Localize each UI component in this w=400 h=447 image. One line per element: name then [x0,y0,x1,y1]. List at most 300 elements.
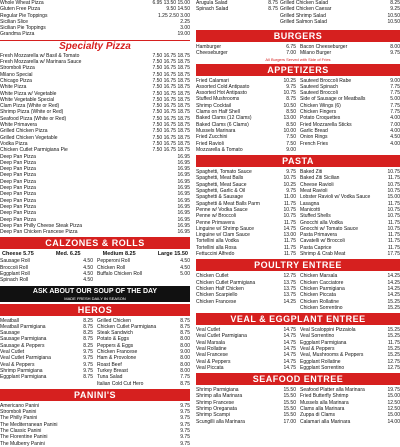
calzones-banner: CALZONES & ROLLS [0,237,190,249]
specialty-pizza-title: Specialty Pizza [0,40,190,53]
burgers-right [300,44,400,57]
menu-item-price: 14.75 [283,358,296,365]
right-column [196,28,400,425]
menu-item-name: Chicken Wings (6) [300,102,341,109]
menu-item-name: Veal Piccata [196,364,224,371]
menu-item-name: Arugula Salad [196,0,228,6]
menu-item-price: 14.75 [283,352,296,359]
menu-item-price: 8.25 [83,342,93,349]
menu-item [196,419,296,425]
menu-item-name: Penne w/ Vodka Sauce [196,206,248,213]
calzone-size-medium: Medium 8.25 [102,251,136,258]
menu-item-name: French Fries [300,140,329,147]
menu-item-price: 15.25 [387,304,400,311]
menu-item-name: White Vegetable Special [0,96,55,103]
menu-item-price: 9.75 [286,188,296,195]
menu-item-price: 12.50 [387,406,400,413]
menu-item-name: Sausage Roll [0,258,30,265]
menu-item-name: Pasta Caprice [300,244,332,251]
menu-item-price: 10.75 [283,213,296,220]
menu-item-name: Pasta Primavera [300,232,337,239]
menu-item-price: 9.75 [83,367,93,374]
menu-item-name: Buffalo Chicken Roll [97,270,142,277]
menu-item-price: 8.00 [390,44,400,50]
menu-item [280,19,400,25]
menu-item-name: Regular Pie Toppings [0,12,48,19]
menu-item-price: 14.75 [283,333,296,340]
menu-item-price: 14.75 [283,327,296,334]
menu-item [196,251,296,257]
menu-item-name: Shrimp alla Marinara [196,393,243,400]
menu-item-name: Veal, Mushrooms & Peppers [300,352,364,359]
menu-item-price: 9.25 [390,6,400,13]
menu-item-name: Meatball [0,317,19,324]
menu-item-name: Stromboli Panini [0,409,37,416]
menu-item [0,31,190,37]
menu-item-price: 7.50 16.75 18.75 [152,115,190,122]
menu-item-price: 11.00 [283,194,296,201]
menu-item-name: The Classic Panini [0,428,42,435]
menu-item-name: Fried Mozzarella Sticks [300,121,352,128]
menu-item-name: The Mulberry Panini [0,440,45,447]
menu-item-price: 9.75 [180,434,190,441]
menu-item-price: 10.75 [283,206,296,213]
menu-item [300,251,400,257]
menu-item-price: 15.50 [283,412,296,419]
menu-item-price: 12.75 [387,364,400,371]
menu-item-name: Chicken Roll [97,264,126,271]
menu-item-name: Chicken Cacciatore [300,279,344,286]
menu-item-price: 11.75 [283,244,296,251]
menu-item-name: Gnocchi alla Vodka [300,219,343,226]
menu-item-price: 11.75 [387,219,400,226]
menu-item-name: Clams on Half Shell [196,109,240,116]
menu-item-name: Tuna Salad [97,374,123,381]
menu-item-name: Onion Rings [300,134,328,141]
menu-item-name: Veal & Peppers [196,358,231,365]
menu-item-name: Chicken Cutlet Parmigiana [196,279,256,286]
menu-item-price: 8.00 [180,355,190,362]
menu-item-price: 8.50 [286,121,296,128]
menu-item-name: Spinach Roll [0,277,29,284]
panini-list [0,403,190,447]
menu-item-price: 7.50 16.75 18.75 [152,71,190,78]
menu-item-name: Americano Panini [0,402,40,409]
menu-item-name: Clams alla Marinara [300,406,345,413]
menu-item-price: 7.75 [390,83,400,90]
menu-item-price: 11.75 [387,232,400,239]
menu-item-name: Deep Pan Chicken Francese Pizza [0,229,78,236]
menu-item-price: 16.95 [177,197,190,204]
appetizers-banner: APPETIZERS [196,64,400,76]
menu-item-name: Hamburger [196,44,222,50]
menu-item-price: 7.50 16.75 18.75 [152,59,190,66]
menu-item-price: 10.75 [387,169,400,176]
seafood-section [196,387,400,425]
menu-item-price: 10.50 [387,12,400,19]
pasta-section [196,169,400,257]
menu-item-price: 15.25 [387,345,400,352]
menu-item-price: 10.25 [283,77,296,84]
menu-item-name: Grilled Chicken [97,317,131,324]
menu-item-name: Veal Cutlet [0,349,25,356]
menu-item-price: 7.50 16.75 18.75 [152,77,190,84]
menu-item-name: Fresh Mozzarella w/ Marinara Sauce [0,59,82,66]
menu-item-price: 12.75 [283,273,296,280]
menu-item-price: 14.25 [387,292,400,299]
menu-item-name: Assorted Cold Antipasto [196,83,250,90]
menu-item-name: Sicilian Pie Toppings [0,25,46,32]
menu-item-name: Veal Cutlet Parmigiana [196,333,247,340]
menu-item-price: 11.75 [387,200,400,207]
menu-item-price: 14.25 [387,273,400,280]
menu-item-name: Chicken Half Chicken [196,285,244,292]
menu-item-price: 15.50 [283,393,296,400]
menu-item-price: 9.75 [390,50,400,57]
menu-item [300,419,400,425]
menu-item-price: 12.75 [387,358,400,365]
menu-item-name: Chicken Cutlet Parmigiana [97,323,157,330]
menu-item-price: 14.75 [283,364,296,371]
menu-item-name: Chicken Fingers [300,109,337,116]
menu-item-name: Eggplant Roll [0,270,30,277]
menu-item-price: 7.50 16.75 18.75 [152,84,190,91]
menu-item-name: White Pizza [0,84,27,91]
menu-item-name: Mussels Marinara [196,127,236,134]
menu-item-price: 7.50 16.75 18.75 [152,134,190,141]
pasta-left [196,169,296,257]
menu-item-name: Roast Beef [97,361,122,368]
menu-item-price: 4.50 [83,277,93,284]
menu-item-name: Sausage [0,330,20,337]
menu-item-name: Deep Pan Pizza [0,203,36,210]
pasta-banner: PASTA [196,155,400,167]
menu-item-price: 9.75 [286,83,296,90]
burgers-note: All Burgers Served with Side of Fries [265,56,331,62]
menu-item-name: Zuppa di Clams [300,412,336,419]
menu-item-name: Deep Pan Pizza [0,185,36,192]
menu-item-name: Seafood Pizza (White or Red) [0,115,67,122]
menu-item-price: 5.00 [390,96,400,103]
menu-item-name: Stromboli Pizza [0,65,35,72]
menu-item-price: 4.50 [83,264,93,271]
menu-item [97,381,190,387]
burgers-section [196,44,400,57]
menu-item [196,6,278,12]
menu-item-price: 8.75 [180,380,190,387]
menu-item-price: 7.50 16.75 18.75 [152,96,190,103]
menu-item-name: Shrimp Francese [196,399,235,406]
menu-item-name: Assorted Hot Antipasto [196,90,247,97]
menu-item-price: 15.50 [283,406,296,413]
menu-item [0,374,93,380]
menu-item-price: 16.95 [177,178,190,185]
menu-item-price: 9.75 [83,361,93,368]
menu-item-price: 8.75 [180,323,190,330]
calzone-size-cheese: Cheese 5.75 [2,251,34,258]
menu-item-price: 4.00 [390,140,400,147]
menu-item-price: 16.95 [177,210,190,217]
appetizers-right [300,78,400,154]
menu-item-price: 9.00 [286,146,296,153]
appetizers-section [196,78,400,154]
heros-section [0,318,190,387]
menu-item-name: Deep Pan Pizza [0,172,36,179]
menu-item-name: Grilled Chicken Pizza [0,128,48,135]
soup-title: ASK ABOUT OUR SOUP OF THE DAY [32,287,158,295]
menu-item-name: Tortellini alla Rosa [196,244,237,251]
menu-item-name: Meatball Parmigiana [0,323,46,330]
menu-item-price: 8.00 [180,361,190,368]
menu-item-price: 15.00 [387,393,400,400]
menu-item-name: Veal Scaloppini Pizzaiola [300,327,356,334]
heros-banner: HEROS [0,304,190,316]
menu-item-price: 13.00 [283,232,296,239]
menu-item-price: 4.00 [390,127,400,134]
heros-left [0,318,93,387]
menu-item-name: The Mediterranean Panini [0,421,58,428]
menu-item-name: Deep Pan Philly Cheese Steak Pizza [0,222,82,229]
menu-item-name: Cheese Ravioli [300,181,334,188]
menu-item-name: Fried Calamari [196,77,229,84]
menu-item-price: 8.75 [268,6,278,13]
menu-item-price: 9.75 [180,428,190,435]
menu-item-price: 9.75 [180,421,190,428]
menu-item-price: 11.75 [283,200,296,207]
menu-item [196,50,296,56]
menu-item-price: 8.75 [180,330,190,337]
menu-item-price: 15.50 [283,387,296,394]
poultry-section [196,273,400,311]
menu-item-price: 17.75 [387,251,400,258]
menu-item-price: 7.50 [286,140,296,147]
menu-item-price: 10.25 [283,181,296,188]
menu-item-price: 13.75 [283,285,296,292]
menu-item-price: 7.50 16.75 18.75 [152,52,190,59]
menu-item-name: Shrimp Parmigiana [0,367,43,374]
menu-item-price: 11.75 [387,238,400,245]
menu-item-name: Gnocchi w/ Tomato Sauce [300,225,358,232]
menu-item-name: Steak Sandwich [97,330,133,337]
menu-item-name: Spinach Salad [196,6,229,13]
menu-item-price: 7.75 [180,374,190,381]
menu-item-name: Eggplant Rollatine [300,358,341,365]
menu-item-price: 7.50 16.75 18.75 [152,109,190,116]
menu-item-name: Shrimp Scampi [196,412,230,419]
menu-item-price: 7.75 [390,102,400,109]
menu-item-price: 8.00 [180,367,190,374]
menu-item-name: Seafood Platter alla Marinara [300,387,365,394]
menu-item-name: Veal Cutlet Parmigiana [0,355,51,362]
menu-item-price: 16.95 [177,222,190,229]
menu-item-price: 8.50 [286,109,296,116]
menu-item-price: 10.75 [387,188,400,195]
menu-item-name: Tortellini alla Vodka [196,238,239,245]
menu-item-name: Eggplant Sorrentino [300,364,345,371]
menu-item-price: 16.95 [177,203,190,210]
menu-item-name: Fettuccini Alfredo [196,251,235,258]
menu-item [196,147,296,153]
menu-item-price: 8.25 [83,317,93,324]
menu-item-name: Potato & Eggs [97,336,129,343]
menu-item-name: Fried Ravioli [196,140,224,147]
menu-item-name: Ham & Provolone [97,355,137,362]
seafood-left [196,387,296,425]
poultry-banner: POULTRY ENTREE [196,259,400,271]
menu-item-name: Baked Ziti Sicilian [300,175,340,182]
menu-item-name: Veal Francese [196,352,228,359]
menu-item-name: Deep Pan Pizza [0,178,36,185]
menu-item [0,277,93,283]
menu-item-price: 8.75 [180,317,190,324]
menu-item-name: Chicken Marsala [300,273,338,280]
menu-item-name: Potato Croquettes [300,115,341,122]
menu-item [97,271,190,277]
menu-item-price: 7.50 16.75 18.75 [152,128,190,135]
menu-item-name: The Philly Panini [0,415,38,422]
menu-item-name: Shrimp & Crab Meat [300,251,346,258]
veal-section [196,327,400,371]
menu-item-price: 14.25 [283,298,296,305]
menu-item-price: 7.75 [390,90,400,97]
rolls-left [0,258,93,283]
menu-item-name: Chicken Sorrentino [300,304,343,311]
menu-item-price: 16.95 [177,229,190,236]
menu-item-price: 8.75 [83,374,93,381]
menu-item-name: Fried Butterfly Shrimp [300,393,349,400]
menu-item-name: Turkey Breast [97,367,128,374]
menu-item-price: 4.50 [180,264,190,271]
menu-item-price: 9.00 [390,77,400,84]
menu-item-name: Eggplant Parmigiana [0,374,47,381]
menu-item-price: 9.75 [180,440,190,447]
menu-item-name: Chicken Francese [196,298,237,305]
menu-item-name: Veal Cutlet [196,327,221,334]
poultry-left [196,273,296,311]
menu-item-name: Garlic Bread [300,127,328,134]
menu-item-price: 7.00 [390,121,400,128]
menu-item-name: Scungilli alla Marinara [196,418,245,425]
menu-item-name: Spaghetti, Meat Sauce [196,181,247,188]
menu-item-price: 8.75 [83,336,93,343]
menu-item-name: Chicken Cutlet [196,273,229,280]
menu-item-name: Deep Pan Pizza [0,197,36,204]
menu-item-price: 8.75 [286,96,296,103]
menu-item-price: 14.00 [387,418,400,425]
menu-item-price: 9.75 [83,349,93,356]
menu-item-price: 11.75 [387,244,400,251]
menu-item-name: Bacon Cheeseburger [300,44,348,50]
menu-item-price: 11.75 [387,339,400,346]
menu-item-price: 9.75 [180,402,190,409]
menu-item-price: 10.75 [387,181,400,188]
menu-item-name: Penne Primavera [196,219,235,226]
menu-item-price: 4.50 [83,270,93,277]
menu-item-name: Veal Rollatine [196,345,227,352]
menu-item-price: 1.25 2.50 3.00 [158,12,190,19]
menu-item [0,441,190,447]
menu-item-name: Italian Cold Cut Hero [97,380,144,387]
menu-item-name: Cavatelli w/ Broccoli [300,238,345,245]
left-column [0,0,190,447]
veal-left [196,327,296,371]
pasta-right [300,169,400,257]
menu-item-price: 15.25 [387,298,400,305]
menu-item-price: 17.00 [283,418,296,425]
rolls-right [97,258,190,283]
seafood-right [300,387,400,425]
menu-item-price: 7.50 16.75 18.75 [152,65,190,72]
menu-item-name: Grandma Pizza [0,31,35,38]
menu-item-name: Grilled Chicken Salad [280,0,329,6]
menu-item-name: Spaghetti, Meat Balls [196,175,244,182]
menu-item-name: Clam Pizza (White or Red) [0,103,60,110]
menu-item-price: 15.25 [387,333,400,340]
menu-item-price: 13.75 [283,292,296,299]
menu-item-price: 6.95 13.50 15.00 [152,0,190,6]
menu-item-name: Veal Sorrentino [300,333,335,340]
menu-item-price: 11.75 [283,251,296,258]
rolls-section [0,258,190,283]
menu-item-name: Veal & Peppers [300,345,335,352]
menu-item-name: Sauteed Spinach [300,83,339,90]
menu-item-name: Sauteed Broccoli [300,90,338,97]
menu-item-name: White Primavera [0,122,37,129]
menu-item-name: Sauteed Broccoli Rabe [300,77,352,84]
menu-item-price: 7.50 16.75 18.75 [152,140,190,147]
menu-item-name: Grilled Chicken Vegetable [0,134,58,141]
menu-item-name: Sausage Parmigiana [0,336,47,343]
menu-item-price: 9.50 14.50 [166,6,190,13]
menu-item-price: 16.95 [177,159,190,166]
panini-banner: PANINI'S [0,389,190,401]
menu-item-name: Grilled Chicken Caesar [280,6,332,13]
menu-item-price: 7.50 16.75 18.75 [152,90,190,97]
menu-item-price: 9.00 [180,349,190,356]
menu-item-price: 8.25 [83,330,93,337]
menu-item [0,229,190,235]
menu-item-price: 7.50 16.75 18.75 [152,103,190,110]
menu-item-name: White Pizza w/ Vegetable [0,90,57,97]
menu-item-price: 14.25 [387,279,400,286]
menu-item-price: 10.75 [387,213,400,220]
menu-item-name: Grilled Salmon Salad [280,18,327,25]
menu-item-price: 8.25 [390,0,400,6]
salads-column-right [280,0,400,25]
menu-item-price: 6.75 [286,44,296,50]
menu-item-price: 10.50 [283,102,296,109]
menu-item-name: Baked Clams (6 Clams) [196,121,249,128]
menu-item-price: 7.50 16.75 18.75 [152,122,190,129]
menu-item-name: Lasagna [300,200,320,207]
menu-item-name: Shrimp Parmigiana [196,387,239,394]
heros-right [97,318,190,387]
veal-banner: VEAL & EGGPLANT ENTREE [196,313,400,325]
menu-item-price: 8.75 [83,323,93,330]
menu-item-name: Side of Sausage or Meatballs [300,96,366,103]
menu-item-name: Veal & Peppers [0,361,35,368]
salads-column [196,0,278,13]
salads-left [196,0,278,13]
menu-item-name: Baked Clams (12 Clams) [196,115,252,122]
menu-item-price: 19.00 [177,31,190,38]
menu-item [300,305,400,311]
menu-item-name: Chicago Pizza [0,77,32,84]
menu-item-name: Chicken Scarpiello [196,292,238,299]
menu-item-name: Penne w/ Broccoli [196,213,237,220]
menu-item-price: 9.75 [286,169,296,176]
menu-item-price: 16.95 [177,185,190,192]
